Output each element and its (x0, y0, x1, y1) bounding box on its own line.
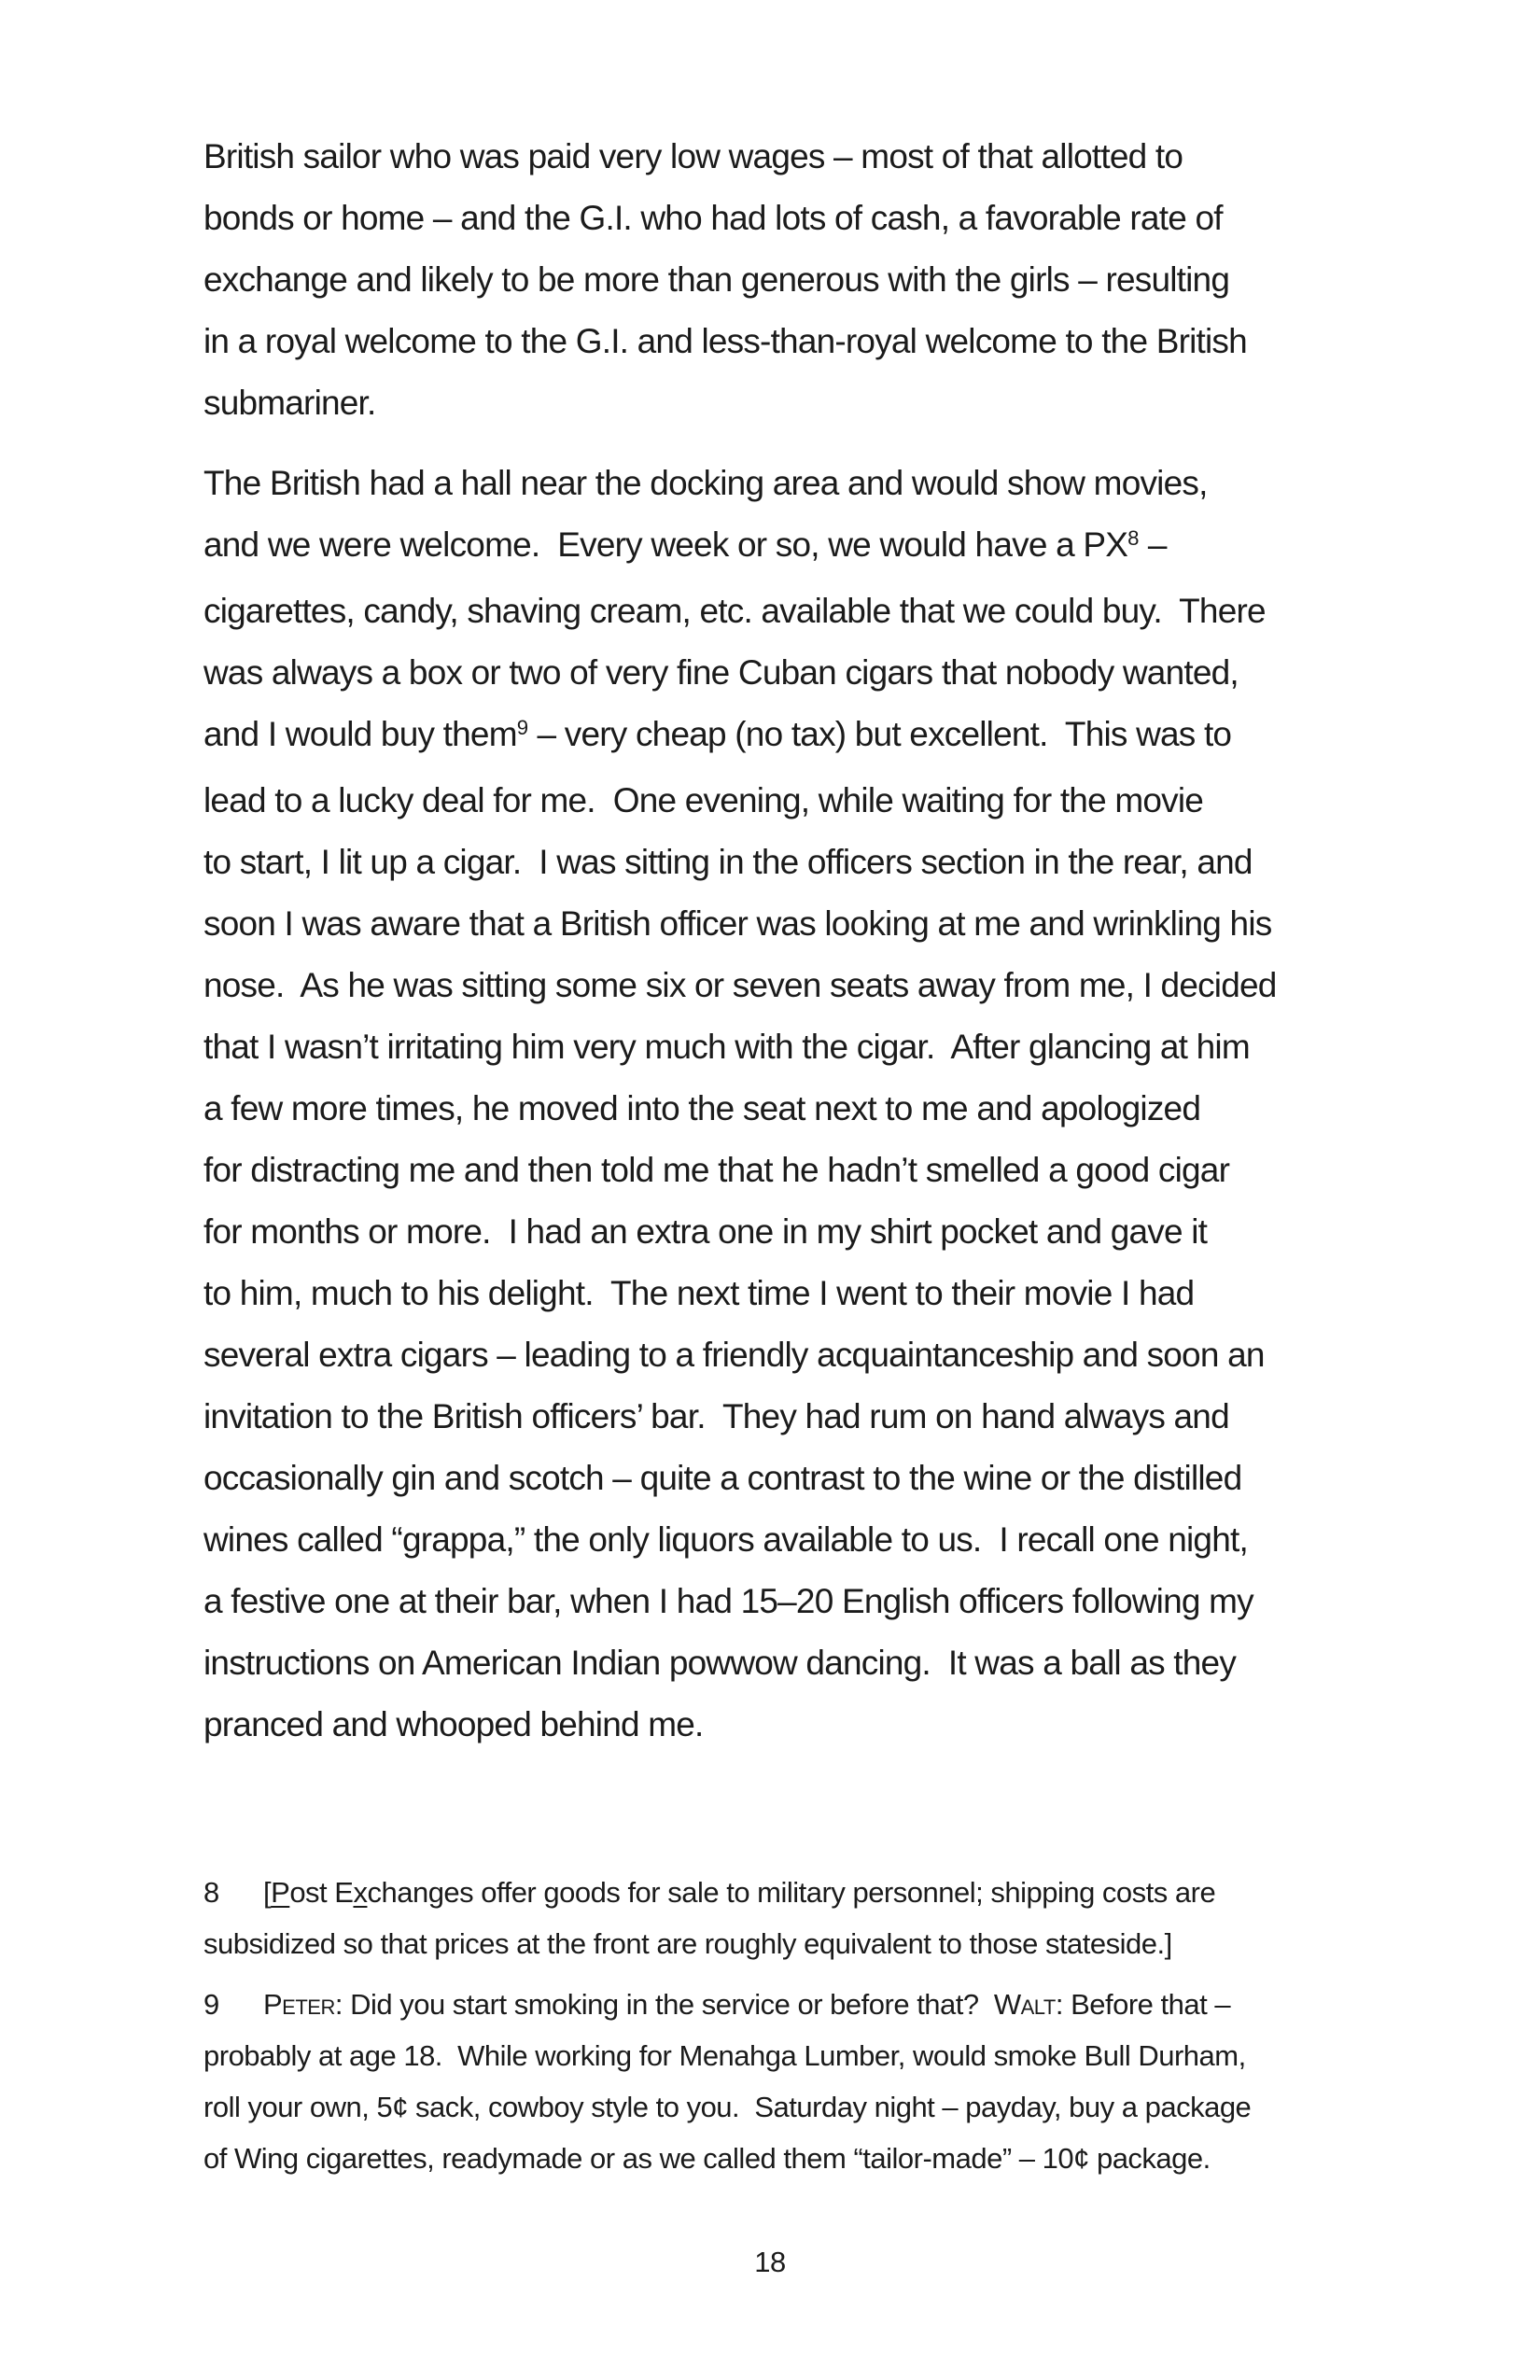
text-line (203, 642, 1351, 704)
paragraph (203, 126, 1351, 434)
text-segment-sc: Walt: (993, 1988, 1063, 2021)
text-line (203, 1016, 1351, 1078)
text-segment: cigarettes, candy, shaving cream, etc. available that we could buy. There (203, 592, 1266, 630)
text-segment: British sailor who was paid very low wages – most of that allotted to (203, 137, 1183, 175)
text-line (203, 955, 1351, 1016)
text-line (203, 1386, 1351, 1448)
text-segment: soon I was aware that a British officer was looking at me and wrinkling his (203, 904, 1272, 943)
text-line (203, 249, 1351, 311)
text-line (203, 2030, 1351, 2081)
text-line (203, 2133, 1351, 2184)
text-line (203, 1201, 1351, 1263)
text-segment: pranced and whooped behind me. (203, 1705, 704, 1743)
text-segment: to start, I lit up a cigar. I was sitting in the officers section in the rear, and (203, 843, 1253, 881)
footnote (203, 1979, 1351, 2184)
text-line (203, 372, 1351, 434)
body-text (203, 126, 1351, 1756)
text-line (203, 770, 1351, 832)
text-line (203, 581, 1351, 642)
footnote-marker: 8 (203, 1876, 219, 1909)
text-segment: changes offer goods for sale to military personnel; shipping costs are (367, 1876, 1216, 1909)
text-segment: of Wing cigarettes, readymade or as we called them “tailor-made” – 10¢ package. (203, 2142, 1211, 2175)
text-segment-sup: 9 (516, 715, 529, 739)
text-segment: wines called “grappa,” the only liquors available to us. I recall one night, (203, 1520, 1248, 1559)
text-line (203, 514, 1351, 581)
paragraph (203, 453, 1351, 1756)
text-segment: instructions on American Indian powwow dancing. It was a ball as they (203, 1644, 1237, 1682)
text-segment: was always a box or two of very fine Cuban cigars that nobody wanted, (203, 653, 1239, 692)
text-segment: a festive one at their bar, when I had 15–20 English officers following my (203, 1582, 1253, 1620)
text-line (203, 1632, 1351, 1694)
text-line (203, 453, 1351, 514)
text-segment-u: P (271, 1876, 290, 1909)
text-segment: invitation to the British officers’ bar. They had rum on hand always and (203, 1397, 1229, 1435)
text-line (203, 704, 1351, 770)
text-line (203, 832, 1351, 893)
text-segment: roll your own, 5¢ sack, cowboy style to you. Saturday night – payday, buy a package (203, 2091, 1252, 2123)
text-segment: in a royal welcome to the G.I. and less-than-royal welcome to the British (203, 322, 1247, 360)
text-segment: for distracting me and then told me that he hadn’t smelled a good cigar (203, 1151, 1230, 1189)
footnote-marker: 9 (203, 1988, 219, 2021)
text-line (203, 893, 1351, 955)
text-line (203, 1571, 1351, 1632)
text-line (203, 1979, 1351, 2030)
text-segment: exchange and likely to be more than generous with the girls – resulting (203, 260, 1230, 299)
text-segment-sc: Peter: (263, 1988, 343, 2021)
text-segment: – very cheap (no tax) but excellent. This was to (528, 715, 1232, 753)
text-segment: probably at age 18. While working for Menahga Lumber, would smoke Bull Durham, (203, 2039, 1246, 2072)
footnote (203, 1867, 1351, 1969)
text-segment: – (1139, 525, 1167, 564)
text-segment: for months or more. I had an extra one in my shirt pocket and gave it (203, 1212, 1208, 1251)
page-number: 18 (754, 2246, 786, 2278)
text-line (203, 1324, 1351, 1386)
text-segment: and I would buy them (203, 715, 517, 753)
text-line (203, 311, 1351, 372)
text-segment-u: x (353, 1876, 368, 1909)
text-line (203, 1263, 1351, 1324)
text-segment: ost E (289, 1876, 354, 1909)
text-segment: subsidized so that prices at the front are roughly equivalent to those stateside.] (203, 1927, 1172, 1960)
text-line (203, 1918, 1351, 1969)
text-line (203, 126, 1351, 188)
text-line (203, 1867, 1351, 1918)
text-segment: Before that – (1062, 1988, 1231, 2021)
text-column (203, 126, 1351, 2184)
text-segment: nose. As he was sitting some six or seven seats away from me, I decided (203, 966, 1277, 1004)
text-line (203, 188, 1351, 249)
text-segment: a few more times, he moved into the seat next to me and apologized (203, 1089, 1201, 1127)
text-line (203, 2081, 1351, 2133)
text-segment: bonds or home – and the G.I. who had lots of cash, a favorable rate of (203, 199, 1223, 237)
text-segment: The British had a hall near the docking area and would show movies, (203, 464, 1208, 502)
text-line (203, 1078, 1351, 1140)
text-segment: several extra cigars – leading to a friendly acquaintanceship and soon an (203, 1336, 1265, 1374)
text-segment: submariner. (203, 384, 376, 422)
text-segment: lead to a lucky deal for me. One evening, while waiting for the movie (203, 781, 1204, 819)
text-segment: occasionally gin and scotch – quite a contrast to the wine or the distilled (203, 1459, 1242, 1497)
text-segment: that I wasn’t irritating him very much with the cigar. After glancing at him (203, 1028, 1250, 1066)
text-segment-sup: 8 (1127, 525, 1140, 550)
text-line (203, 1509, 1351, 1571)
text-line (203, 1140, 1351, 1201)
text-segment: and we were welcome. Every week or so, we would have a PX (203, 525, 1128, 564)
text-segment: [ (263, 1876, 272, 1909)
text-segment: to him, much to his delight. The next time I went to their movie I had (203, 1274, 1195, 1312)
text-segment: Did you start smoking in the service or before that? (342, 1988, 994, 2021)
footnotes-section (203, 1867, 1351, 2184)
text-line (203, 1694, 1351, 1756)
text-line (203, 1448, 1351, 1509)
